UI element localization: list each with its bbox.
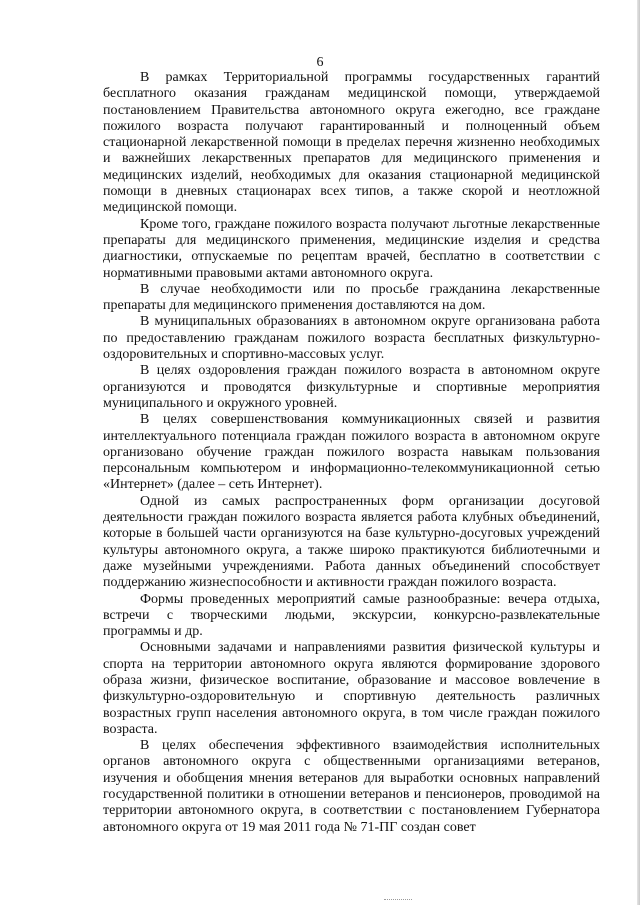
- page-number: 6: [316, 55, 324, 70]
- document-body: [103, 70, 600, 836]
- paragraph-event-forms: Формы проведенных мероприятий самые разнообразные: вечера отдыха, встречи с творческими людьми, экскурсии, конкурсно-развлекательные программы и др.: [103, 591, 600, 640]
- paragraph-club-associations: Одной из самых распространенных форм организации досуговой деятельности граждан пожилого возраста является работа клубных объединений, которые в большей части организуются на базе культурно-досуговых учреждений культуры автономного округа, а также широко практикуются библиотечными и даже музейными учреждениями. Работа данных объединений способствует поддержанию жизнеспособности и активности граждан пожилого возраста.: [103, 493, 600, 591]
- paragraph-home-delivery: В случае необходимости или по просьбе гражданина лекарственные препараты для медицинского применения доставляются на дом.: [103, 281, 600, 314]
- scan-mark: [384, 899, 412, 902]
- paragraph-sports-development-goals: Основными задачами и направлениями развития физической культуры и спорта на территории автономного округа являются формирование здорового образа жизни, физическое воспитание, образование и массовое вовлечение в физкультурно-оздоровительную и спортивную деятельность различных возрастных групп населения автономного округа, в том числе граждан пожилого возраста.: [103, 640, 600, 737]
- paragraph-sports-events: В целях оздоровления граждан пожилого возраста в автономном округе организуются и проводятся физкультурные и спортивные мероприятия муниципального и окружного уровней.: [103, 363, 600, 411]
- paragraph-municipal-sports-services: В муниципальных образованиях в автономном округе организована работа по предоставлению гражданам пожилого возраста бесплатных физкультурно-оздоровительных и спортивно-массовых услуг.: [103, 314, 600, 363]
- paragraph-medical-guarantees: В рамках Территориальной программы государственных гарантий бесплатного оказания гражданам медицинской помощи, утверждаемой постановлением Правительства автономного округа ежегодно, все граждане пожилого возраста получают гарантированный и полноценный объем стационарной лекарственной помощи в пределах перечня жизненно необходимых и важнейших лекарственных препаратов для медицинского применения и медицинских изделий, необходимых для оказания стационарной медицинской помощи в дневных стационарах всех типов, а также скорой и неотложной медицинской помощи.: [103, 70, 600, 216]
- paragraph-veterans-council: В целях обеспечения эффективного взаимодействия исполнительных органов автономного округа с общественными организациями ветеранов, изучения и обобщения мнения ветеранов для выработки основных направлений государственной политики в отношении ветеранов и пенсионеров, проводимой на территории автономного округа, в соответствии с постановлением Губернатора автономного округа от 19 мая 2011 года № 71-ПГ создан совет: [103, 738, 600, 835]
- paragraph-preferential-drugs: Кроме того, граждане пожилого возраста получают льготные лекарственные препараты для медицинского применения, медицинские изделия и средства диагностики, отпускаемые по рецептам врачей, бесплатно в соответствии с нормативными правовыми актами автономного округа.: [103, 216, 600, 281]
- paragraph-computer-training: В целях совершенствования коммуникационных связей и развития интеллектуального потенциала граждан пожилого возраста в автономном округе организовано обучение граждан пожилого возраста навыкам пользования персональным компьютером и информационно-телекоммуникационной сетью «Интернет» (далее – сеть Интернет).: [103, 412, 600, 493]
